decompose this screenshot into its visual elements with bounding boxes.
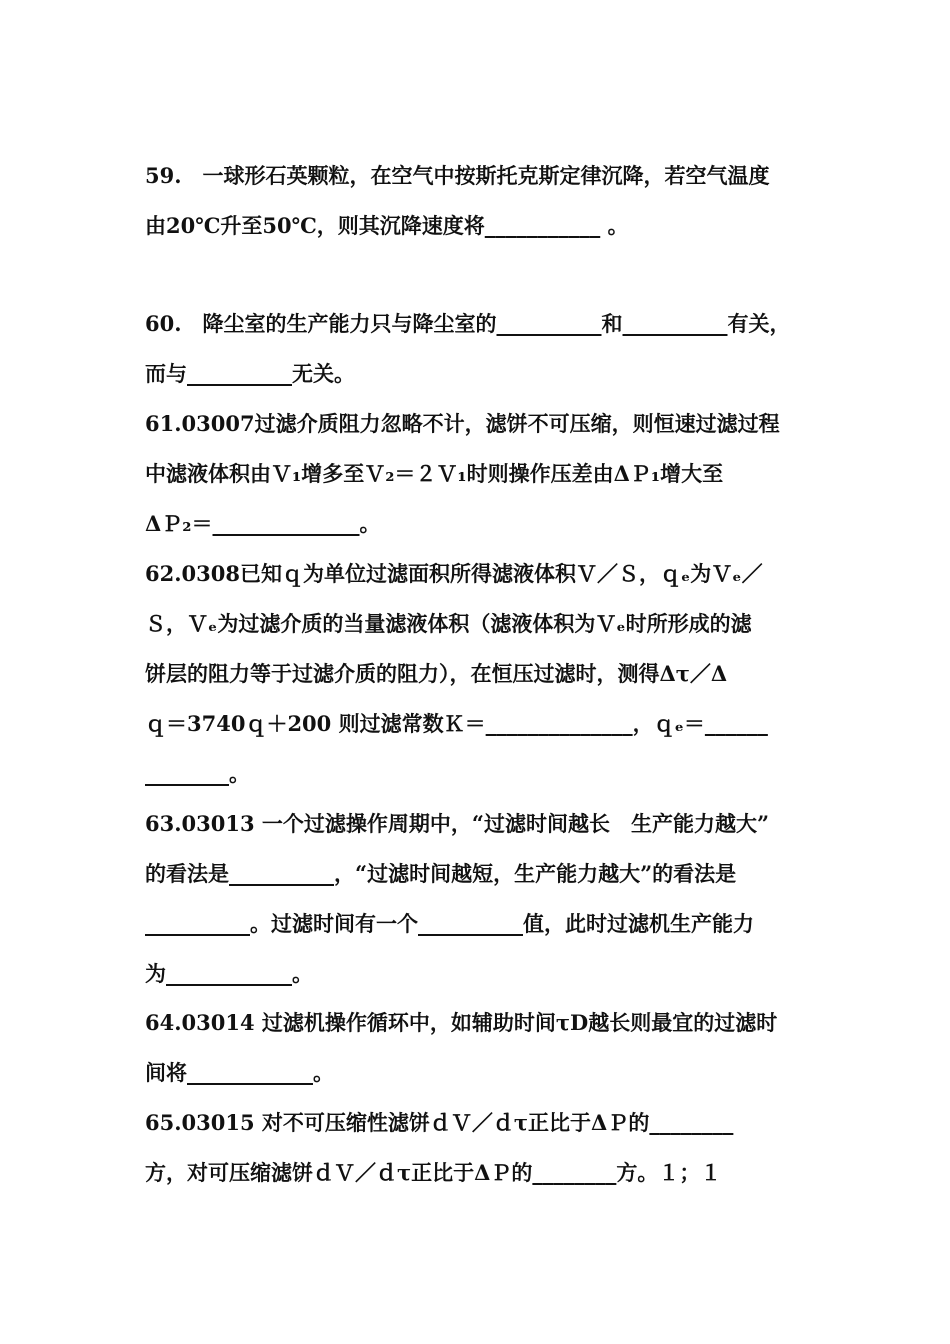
q63-line-2: 的看法是__________，“过滤时间越短，生产能力越大”的看法是 xyxy=(145,861,737,886)
q62-line-3: 饼层的阻力等于过滤介质的阻力），在恒压过滤时，测得Δτ／Δ xyxy=(145,661,728,686)
q62-line-5: ________。 xyxy=(145,761,250,786)
q65-line-2: 方，对可压缩滤饼ｄＶ／ｄτ正比于ΔＰ的________方。１；１ xyxy=(145,1160,722,1185)
q61-line-2: 中滤液体积由Ｖ₁增多至Ｖ₂＝２Ｖ₁时则操作压差由ΔＰ₁增大至 xyxy=(145,461,724,486)
q61-line-1: 61.03007过滤介质阻力忽略不计，滤饼不可压缩，则恒速过滤过程 xyxy=(145,411,780,436)
q65-line-1: 65.03015 对不可压缩性滤饼ｄＶ／ｄτ正比于ΔＰ的________ xyxy=(145,1110,734,1135)
q62-line-4: ｑ＝3740ｑ＋200 则过滤常数Ｋ＝______________，ｑₑ＝______ xyxy=(145,711,768,736)
q59-line-2: 由20℃升至50℃，则其沉降速度将___________ 。 xyxy=(145,213,629,238)
q60-line-2: 而与__________无关。 xyxy=(145,361,355,386)
q60-line-1: 60. 降尘室的生产能力只与降尘室的__________和__________有关， xyxy=(145,311,791,336)
q64-line-1: 64.03014 过滤机操作循环中，如辅助时间τD越长则最宜的过滤时 xyxy=(145,1010,778,1035)
q63-line-1: 63.03013 一个过滤操作周期中，“过滤时间越长 生产能力越大” xyxy=(145,811,770,836)
q64-line-2: 间将____________。 xyxy=(145,1060,334,1085)
q61-line-3: ΔＰ₂＝______________。 xyxy=(145,511,381,536)
q62-line-2: Ｓ，Ｖₑ为过滤介质的当量滤液体积（滤液体积为Ｖₑ时所形成的滤 xyxy=(145,611,752,636)
q59-line-1: 59. 一球形石英颗粒，在空气中按斯托克斯定律沉降，若空气温度 xyxy=(145,163,770,188)
q63-line-3: __________。过滤时间有一个__________值，此时过滤机生产能力 xyxy=(145,911,754,936)
q62-line-1: 62.0308已知ｑ为单位过滤面积所得滤液体积Ｖ／Ｓ，ｑₑ为Ｖₑ／ xyxy=(145,561,763,586)
q63-line-4: 为____________。 xyxy=(145,961,313,986)
